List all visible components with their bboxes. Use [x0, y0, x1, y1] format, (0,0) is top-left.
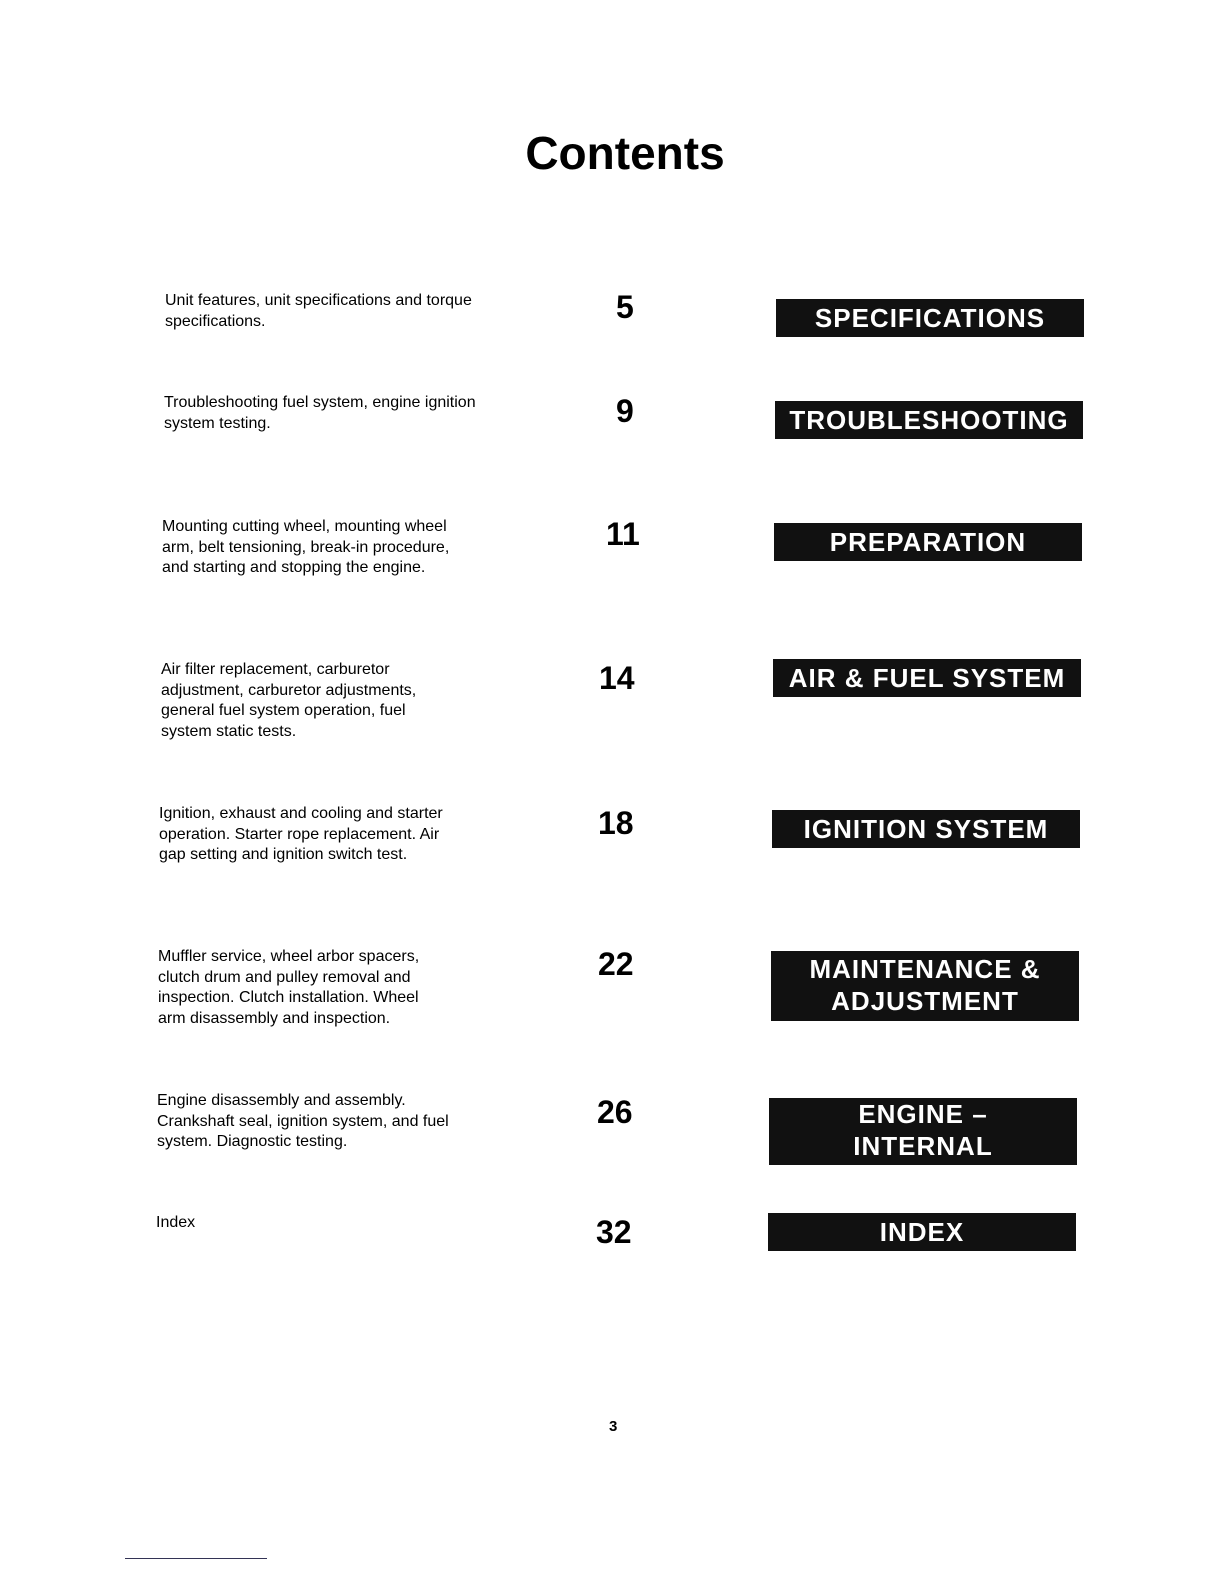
entry-description: Muffler service, wheel arbor spacers, clutch drum and pulley removal and inspection. Clutch installation. Wheel arm disassembly and inspection. [158, 948, 420, 1027]
entry-page[interactable]: 18 [598, 805, 634, 841]
entry-page[interactable]: 9 [616, 393, 634, 429]
page-number: 3 [609, 1418, 618, 1435]
tab-index[interactable]: INDEX [768, 1213, 1076, 1251]
tab-ignition-system[interactable]: IGNITION SYSTEM [772, 810, 1080, 848]
page-title: Contents [525, 127, 725, 179]
entry-description: Engine disassembly and assembly. Crankshaft seal, ignition system, and fuel system. Diagnostic testing. [157, 1092, 449, 1150]
entry-page[interactable]: 26 [597, 1094, 633, 1130]
entry-description: Mounting cutting wheel, mounting wheel arm, belt tensioning, break-in procedure, and starting and stopping the engine. [162, 518, 450, 576]
entry-description: Ignition, exhaust and cooling and starter operation. Starter rope replacement. Air gap setting and ignition switch test. [159, 805, 443, 863]
entry-page[interactable]: 11 [606, 516, 640, 552]
entry-description: Index [156, 1214, 196, 1231]
tab-specifications[interactable]: SPECIFICATIONS [776, 299, 1084, 337]
entry-description: Troubleshooting fuel system, engine ignition system testing. [164, 394, 476, 432]
entry-page[interactable]: 22 [598, 946, 634, 982]
entry-page[interactable]: 5 [616, 289, 634, 325]
tab-troubleshooting[interactable]: TROUBLESHOOTING [775, 401, 1083, 439]
entry-description: Air filter replacement, carburetor adjustment, carburetor adjustments, general fuel system operation, fuel system static tests. [161, 661, 417, 740]
tab-preparation[interactable]: PREPARATION [774, 523, 1082, 561]
entry-description: Unit features, unit specifications and torque specifications. [165, 292, 472, 330]
tab-air-fuel-system[interactable]: AIR & FUEL SYSTEM [773, 659, 1081, 697]
footer-rule [125, 1558, 267, 1559]
entry-page[interactable]: 14 [599, 660, 635, 696]
tab-engine-internal[interactable]: ENGINE – INTERNAL [769, 1098, 1077, 1165]
entry-page[interactable]: 32 [596, 1214, 632, 1250]
tab-maintenance-adjustment[interactable]: MAINTENANCE & ADJUSTMENT [771, 951, 1079, 1021]
